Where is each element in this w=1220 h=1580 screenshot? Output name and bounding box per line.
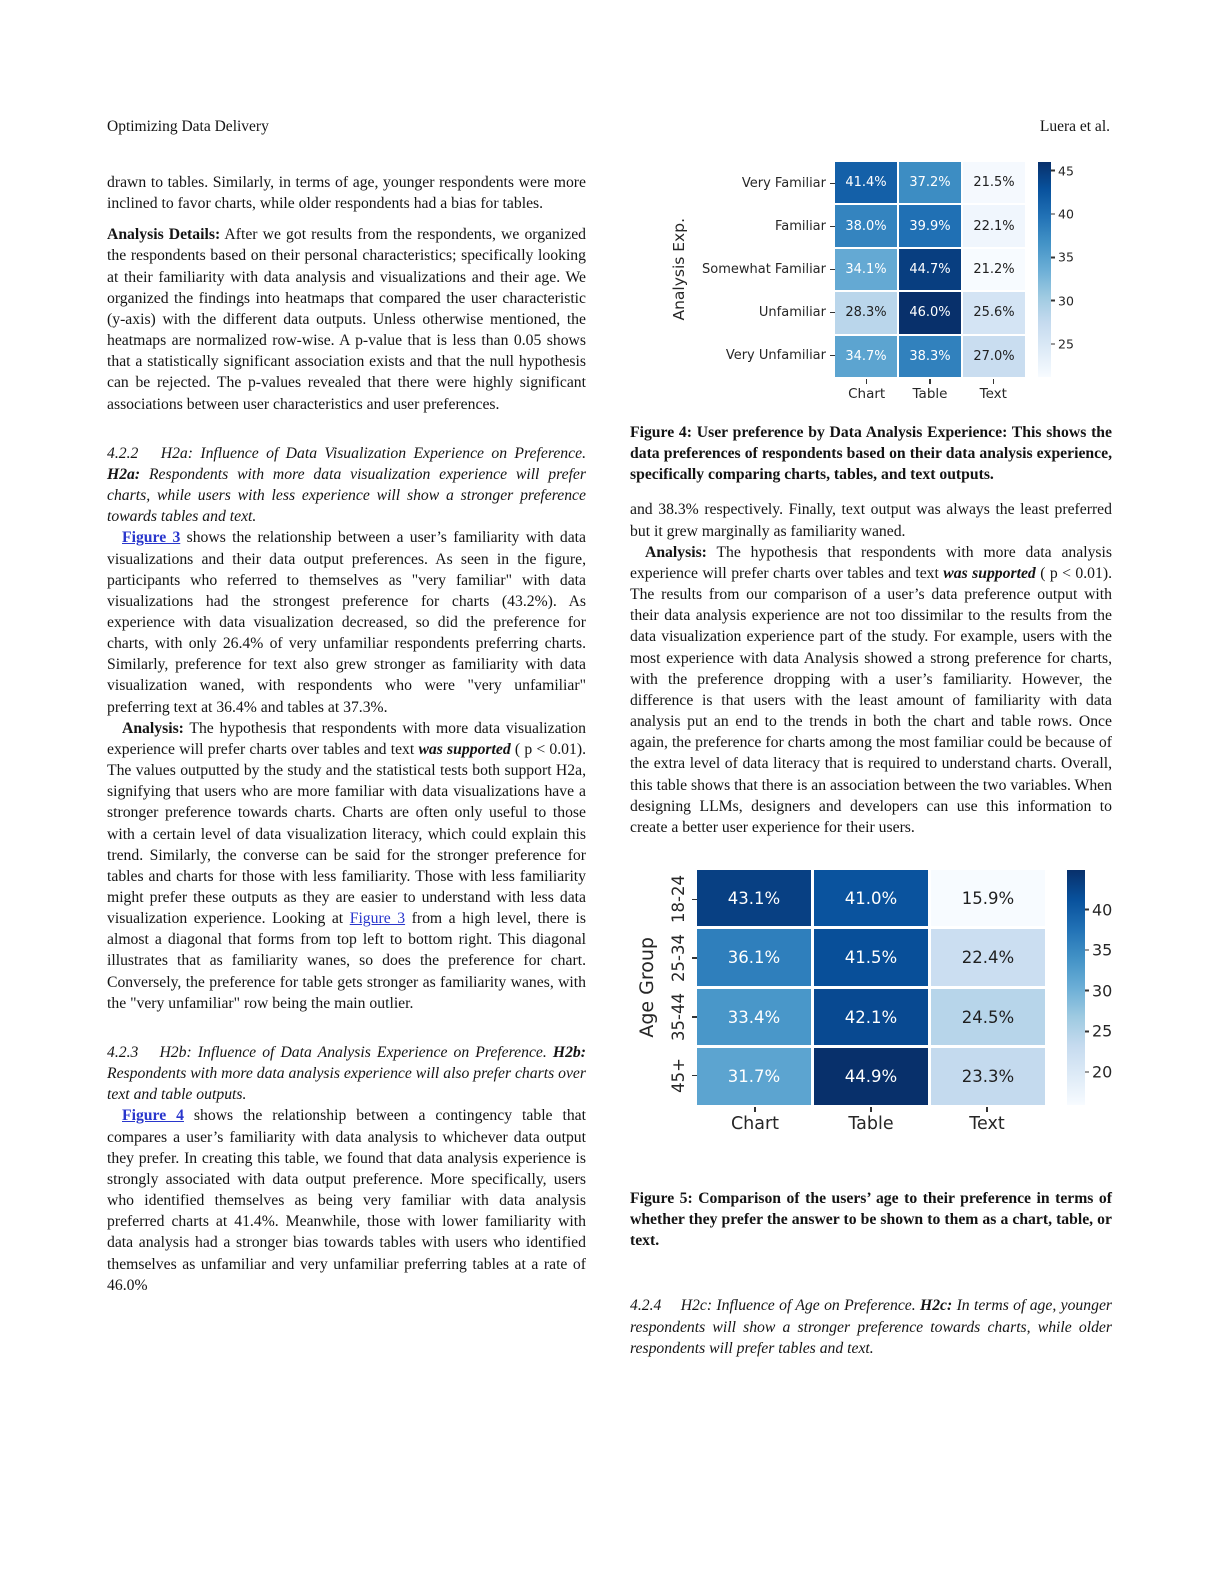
heatmap-cell: 21.2% [963, 249, 1025, 290]
colorbar [1038, 162, 1074, 377]
heatmap-cell: 46.0% [899, 292, 961, 333]
para-analysis-details [107, 224, 586, 414]
hypothesis-body: Respondents with more data analysis experience will also prefer charts over text and table outputs. [107, 1065, 586, 1104]
colorbar-tick-label: 45 [1058, 163, 1074, 179]
colorbar-tick-label: 25 [1058, 336, 1074, 352]
colorbar-tick [1051, 337, 1074, 352]
heatmap-cell: 41.4% [835, 162, 897, 203]
para-figure3 [107, 527, 586, 717]
colorbar-tick-label: 40 [1092, 900, 1113, 920]
heatmap-row-label [658, 929, 697, 988]
figure3-link[interactable]: Figure 3 [122, 529, 181, 547]
analysis-h2b-body2: ( p < 0.01). The results from our comparison of a user’s data preference output with their data analysis experience are not too dissimilar to the results from the data visualization experience part of the study. For example, users with the most experience with data Analysis showed a strong preference for charts, with the preference dropping with a user’s familiarity. However, the difference is that users with the least amount of familiarity with data analysis put an end to the trends in both the chart and table rows. Once again, the preference for charts among the most familiar could be because of the extra level of data literacy that is required to understand charts. Overall, this table shows that there is an association between the two variables. When designing LLMs, designers and developers can use this information to create a better user experience for their users. [630, 564, 1113, 836]
subsection-title: H2c: Influence of Age on Preference. [680, 1297, 916, 1315]
x-tick-mark [754, 1107, 756, 1112]
figure4 [630, 158, 1112, 485]
colorbar-tick [1085, 1062, 1112, 1081]
heatmap-column-label [813, 1107, 929, 1134]
heatmap-cell: 41.5% [814, 929, 928, 986]
para-continuation-left: drawn to tables. Similarly, in terms of age, younger respondents were more inclined to favor charts, while older respondents had a bias for tables. [107, 174, 586, 213]
heatmap-grid [697, 870, 1045, 1105]
analysis-details-lead: Analysis Details: [107, 226, 221, 244]
was-supported-emphasis: was supported [418, 740, 511, 758]
row-label-text: 25-34 [669, 934, 688, 983]
heatmap-cell: 34.7% [835, 336, 897, 377]
heatmap-column-label [835, 379, 898, 402]
running-head-author: Luera et al. [1039, 118, 1110, 135]
column-label-text: Text [969, 1113, 1005, 1134]
colorbar [1067, 870, 1113, 1105]
colorbar-tick [1051, 293, 1074, 308]
colorbar-tick-mark [1051, 343, 1055, 345]
y-axis-label-text: Analysis Exp. [669, 218, 688, 321]
colorbar-tick-mark [1051, 213, 1055, 215]
subsection-number: 4.2.2 [107, 444, 139, 462]
para-continuation-right: and 38.3% respectively. Finally, text output was always the least preferred but it grew marginally as familiarity waned. [630, 501, 1112, 540]
row-label-text: Very Familiar [741, 176, 826, 191]
colorbar-tick-label: 25 [1092, 1021, 1113, 1041]
y-tick-mark [692, 1075, 697, 1077]
colorbar-tick-label: 30 [1058, 293, 1074, 309]
hypothesis-lead: H2a: [107, 465, 141, 483]
heatmap-cell: 44.7% [899, 249, 961, 290]
analysis-h2b-body1: The hypothesis that respondents with more data analysis experience will prefer charts over tables and text [630, 543, 1112, 582]
colorbar-tick-mark [1085, 949, 1089, 951]
analysis-h2a-body3: from a high level, there is almost a diagonal that forms from top left to bottom right. This diagonal illustrates that as familiarity wanes, so does the preference for chart. Conversely, the preference for table gets stronger as familiarity wanes, with the "very unfamiliar" row being the main outlier. [107, 910, 586, 1012]
heatmap-grid [835, 162, 1025, 377]
colorbar-tick-mark [1051, 300, 1055, 302]
y-axis-label [634, 870, 659, 1105]
colorbar-tick-label: 30 [1092, 981, 1113, 1001]
heatmap-cell: 22.4% [931, 929, 1045, 986]
analysis-lead: Analysis: [122, 719, 184, 737]
colorbar-tick [1051, 163, 1074, 178]
heatmap-row-label [658, 1046, 697, 1105]
para-figure3-body: shows the relationship between a user’s familiarity with data visualizations and their data output preferences. As seen in the figure, participants who referred to themselves as "very familiar" with data visualizations had the strongest preference for charts (43.2%). As experience with data visualization decreased, so did the preference for charts, with only 26.4% of very unfamiliar respondents preferring charts. Similarly, preference for text also grew stronger as familiarity with data visualization waned, with respondents who were "very unfamiliar" preferring text at 36.4% and tables at 37.3%. [107, 529, 587, 716]
heatmap-cell: 28.3% [835, 292, 897, 333]
heatmap-cell: 36.1% [697, 929, 811, 986]
heatmap-column-label [697, 1107, 813, 1134]
left-column [107, 172, 586, 1296]
heatmap-cell: 34.1% [835, 249, 897, 290]
colorbar-tick [1085, 981, 1112, 1000]
figure5-caption: Figure 5: Comparison of the users’ age to their preference in terms of whether they prefer the answer to be shown to them as a chart, table, or text. [630, 1189, 1112, 1250]
y-tick-mark [692, 1016, 697, 1018]
heatmap-cell: 33.4% [697, 989, 811, 1046]
was-supported-emphasis: was supported [943, 564, 1036, 582]
heatmap-cell: 23.3% [931, 1048, 1045, 1105]
heatmap-cell: 25.6% [963, 292, 1025, 333]
para-analysis-h2b [630, 542, 1112, 838]
heatmap-cell: 43.1% [697, 870, 811, 927]
colorbar-tick [1085, 900, 1112, 919]
column-label-text: Table [848, 1113, 894, 1134]
colorbar-tick-mark [1051, 257, 1055, 259]
para-figure4 [107, 1105, 586, 1295]
colorbar-tick-label: 35 [1092, 940, 1113, 960]
y-tick-mark [830, 226, 835, 228]
column-label-text: Chart [730, 1113, 780, 1134]
figure3-link-inline[interactable]: Figure 3 [349, 910, 406, 928]
heatmap-cell: 31.7% [697, 1048, 811, 1105]
heatmap-cell: 27.0% [963, 336, 1025, 377]
heatmap-row-label [630, 334, 835, 377]
column-label-text: Text [979, 386, 1007, 402]
x-tick-mark [929, 379, 931, 384]
figure4-link[interactable]: Figure 4 [122, 1107, 184, 1125]
heatmap-row-label [658, 870, 697, 929]
subsection-title: H2a: Influence of Data Visualization Experience on Preference. [160, 444, 586, 462]
colorbar-tick-mark [1085, 990, 1089, 992]
column-label-text: Table [912, 386, 948, 402]
heatmap-cell: 15.9% [931, 870, 1045, 927]
colorbar-tick [1085, 1022, 1112, 1041]
row-label-text: 35-44 [669, 992, 688, 1041]
heatmap-column-label [962, 379, 1025, 402]
x-tick-mark [870, 1107, 872, 1112]
x-tick-mark [993, 379, 995, 384]
colorbar-tick [1085, 941, 1112, 960]
heatmap-column-labels [697, 1107, 1045, 1134]
colorbar-tick-mark [1085, 909, 1089, 911]
heatmap-row-label [658, 987, 697, 1046]
y-tick-mark [830, 269, 835, 271]
heatmap-cell: 41.0% [814, 870, 928, 927]
row-label-text: Familiar [774, 219, 826, 234]
heatmap-cell: 39.9% [899, 205, 961, 246]
right-column [630, 158, 1112, 1359]
heatmap-cell: 24.5% [931, 989, 1045, 1046]
analysis-h2a-body1: The hypothesis that respondents with more data visualization experience will prefer charts over tables and text [107, 719, 586, 758]
row-label-text: Somewhat Familiar [702, 262, 826, 277]
analysis-lead: Analysis: [645, 543, 707, 561]
row-label-text: 18-24 [669, 875, 688, 924]
hypothesis-lead: H2b: [552, 1043, 587, 1061]
colorbar-tick-label: 40 [1058, 206, 1074, 222]
colorbar-tick [1051, 207, 1074, 222]
subsection-title: H2b: Influence of Data Analysis Experience on Preference. [159, 1043, 547, 1061]
figure4-heatmap [630, 158, 1112, 406]
heatmap-column-labels [835, 379, 1025, 402]
analysis-details-body: After we got results from the respondents, we organized the respondents based on their personal characteristics; specifically looking at their familiarity with data analysis and visualizations and their age. We organized the findings into heatmaps that compared the user characteristic (y-axis) with the different data outputs. Unless otherwise mentioned, the heatmaps are normalized row-wise. A p-value that is less than 0.05 shows that a statistically significant association exists and that the null hypothesis can be rejected. The p-values revealed that there were highly significant associations between user characteristics and user preferences. [107, 226, 587, 413]
heatmap-row-label [630, 291, 835, 334]
row-label-text: 45+ [669, 1058, 688, 1093]
column-label-text: Chart [848, 386, 886, 402]
para-figure4-body: shows the relationship between a contingency table that compares a user’s familiarity with data analysis to whichever data output they prefer. In creating this table, we found that data analysis experience is strongly associated with data output preference. More specifically, users who identified themselves as being very familiar with data analysis preferred charts at 41.4%. Meanwhile, those with lower familiarity with data analysis had a stronger bias towards tables with users who identified themselves as unfamiliar and very unfamiliar preferring tables at a rate of 46.0% [107, 1107, 586, 1294]
heatmap-row-label [630, 205, 835, 248]
x-tick-mark [866, 379, 868, 384]
subsection-number: 4.2.3 [107, 1043, 139, 1061]
hypothesis-body: Respondents with more data visualization experience will prefer charts, while users with less experience will show a stronger preference towards tables and text. [107, 465, 586, 526]
heatmap-cell: 38.0% [835, 205, 897, 246]
y-tick-mark [692, 957, 697, 959]
heatmap-row-labels [658, 870, 697, 1105]
analysis-h2a-body2: ( p < 0.01). The values outputted by the study and the statistical tests both support H2a, signifying that users who are more familiar with data visualizations have a stronger preference towards charts. Charts are often only useful to those with a certain level of data visualization literacy, which could explain this trend. Similarly, the converse can be said for the stronger preference for tables and charts for those with less familiarity. Those with less familiarity might prefer these outputs as they are easier to understand with less data visualization experience. Looking at [107, 740, 587, 928]
colorbar-tick-mark [1051, 170, 1055, 172]
heatmap-cell: 38.3% [899, 336, 961, 377]
y-tick-mark [692, 899, 697, 901]
hypothesis-lead: H2c: [920, 1297, 953, 1315]
subsection-4-2-2 [107, 443, 586, 528]
heatmap-cell: 42.1% [814, 989, 928, 1046]
heatmap-cell: 37.2% [899, 162, 961, 203]
figure4-caption: Figure 4: User preference by Data Analysis Experience: This shows the data preferences of respondents based on their data analysis experience, specifically comparing charts, tables, and text outputs. [630, 424, 1112, 484]
y-tick-mark [830, 312, 835, 314]
figure5 [630, 870, 1112, 1251]
y-axis-label-text: Age Group [635, 937, 658, 1038]
heatmap-column-label [929, 1107, 1045, 1134]
heatmap-row-label [630, 162, 835, 205]
y-tick-mark [830, 355, 835, 357]
running-head-title: Optimizing Data Delivery [107, 118, 269, 135]
hypothesis-body: In terms of age, younger respondents will show a stronger preference towards charts, while older respondents will prefer tables and text. [630, 1297, 1113, 1357]
para-analysis-h2a [107, 718, 586, 1014]
figure5-heatmap [630, 870, 1112, 1146]
x-tick-mark [986, 1107, 988, 1112]
row-label-text: Unfamiliar [758, 305, 826, 320]
heatmap-row-labels [630, 162, 835, 377]
row-label-text: Very Unfamiliar [725, 348, 826, 363]
subsection-number: 4.2.4 [630, 1297, 662, 1315]
colorbar-tick-label: 35 [1058, 249, 1074, 265]
heatmap-cell: 22.1% [963, 205, 1025, 246]
heatmap-cell: 21.5% [963, 162, 1025, 203]
heatmap-column-label [898, 379, 961, 402]
heatmap-cell: 44.9% [814, 1048, 928, 1105]
y-axis-label [668, 162, 690, 377]
subsection-4-2-3 [107, 1042, 586, 1105]
colorbar-tick [1051, 250, 1074, 265]
heatmap-row-label [630, 248, 835, 291]
y-tick-mark [830, 183, 835, 185]
subsection-4-2-4 [630, 1295, 1112, 1358]
colorbar-tick-mark [1085, 1031, 1089, 1033]
colorbar-tick-mark [1085, 1071, 1089, 1073]
colorbar-tick-label: 20 [1092, 1062, 1113, 1082]
